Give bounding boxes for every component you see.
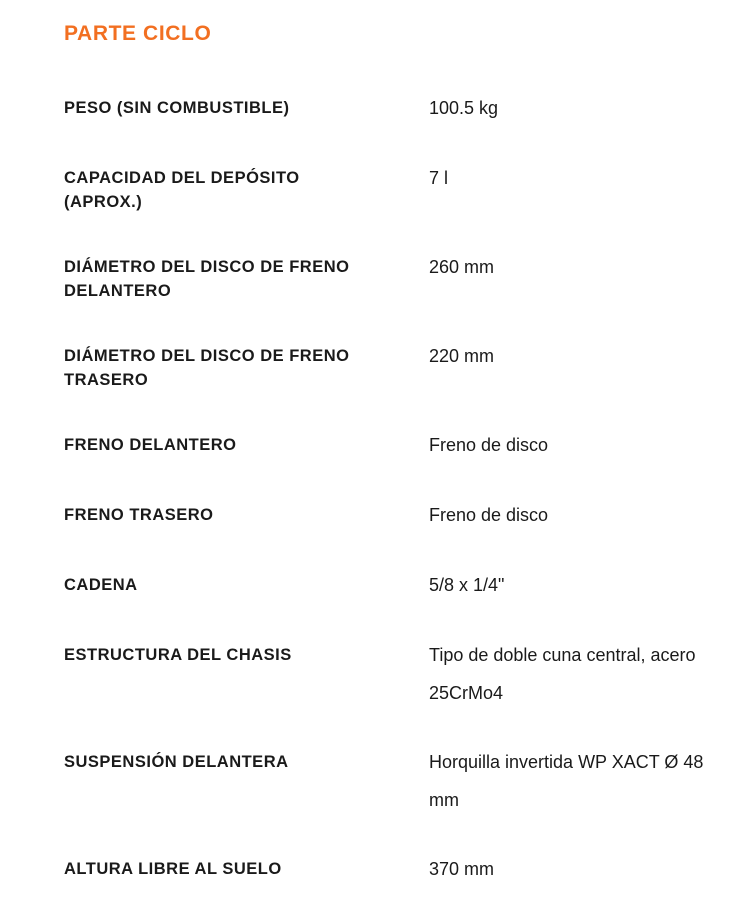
spec-value: Horquilla invertida WP XACT Ø 48 mm	[429, 752, 704, 810]
spec-value: Tipo de doble cuna central, acero 25CrMo4	[429, 645, 696, 703]
spec-value: 7 l	[429, 168, 449, 188]
spec-label: FRENO DELANTERO	[64, 436, 237, 454]
section-title: PARTE CICLO	[64, 22, 212, 45]
spec-label: CADENA	[64, 576, 138, 594]
spec-value: Freno de disco	[429, 435, 549, 455]
spec-value: 100.5 kg	[429, 98, 499, 118]
spec-value: 370 mm	[429, 859, 495, 879]
spec-label: PESO (SIN COMBUSTIBLE)	[64, 99, 290, 117]
spec-label: FRENO TRASERO	[64, 506, 214, 524]
spec-label: DIÁMETRO DEL DISCO DE FRENO DELANTERO	[64, 258, 350, 300]
spec-label: ALTURA LIBRE AL SUELO	[64, 860, 282, 878]
spec-value: 5/8 x 1/4"	[429, 575, 505, 595]
spec-value: Freno de disco	[429, 505, 549, 525]
spec-value: 220 mm	[429, 346, 495, 366]
spec-value: 260 mm	[429, 257, 495, 277]
spec-label: CAPACIDAD DEL DEPÓSITO (APROX.)	[64, 169, 300, 211]
spec-label: DIÁMETRO DEL DISCO DE FRENO TRASERO	[64, 347, 350, 389]
spec-label: ESTRUCTURA DEL CHASIS	[64, 646, 292, 664]
spec-label: SUSPENSIÓN DELANTERA	[64, 753, 289, 771]
